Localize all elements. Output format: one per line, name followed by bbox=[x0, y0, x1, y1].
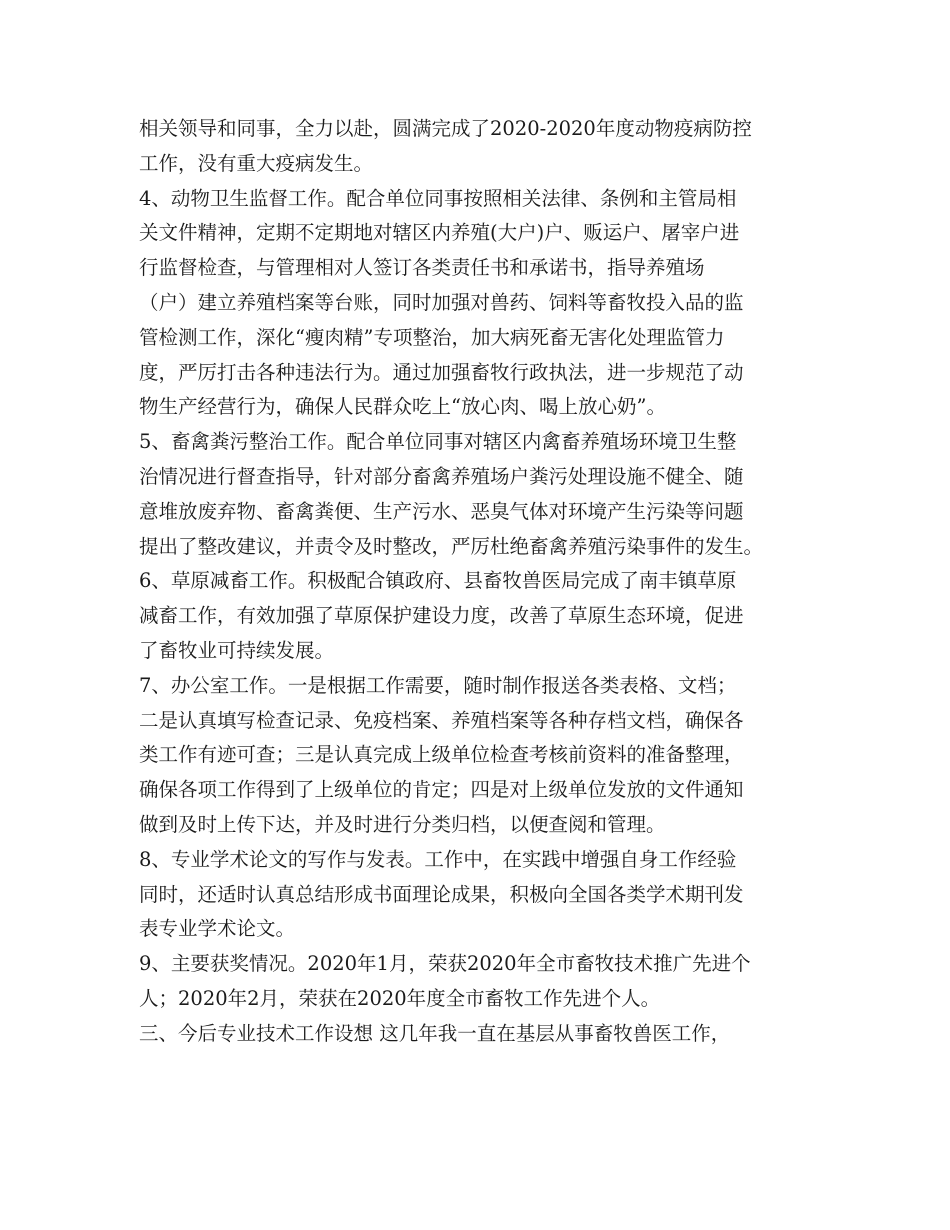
text-line: 人；2020年2月，荣获在2020年度全市畜牧工作先进个人。 bbox=[139, 986, 661, 1010]
text-line: 二是认真填写检查记录、免疫档案、养殖档案等各种存档文档，确保各 bbox=[139, 708, 744, 732]
text-line: 同时，还适时认真总结形成书面理论成果，积极向全国各类学术期刊发 bbox=[139, 882, 744, 906]
text-line: 三、今后专业技术工作设想 这几年我一直在基层从事畜牧兽医工作， bbox=[139, 1021, 731, 1045]
text-line: 表专业学术论文。 bbox=[139, 917, 296, 941]
text-line: 7、办公室工作。一是根据工作需要，随时制作报送各类表格、文档； bbox=[139, 673, 737, 697]
text-line: 关文件精神，定期不定期地对辖区内养殖(大户)户、贩运户、屠宰户进 bbox=[139, 221, 740, 245]
text-line: 减畜工作，有效加强了草原保护建设力度，改善了草原生态环境，促进 bbox=[139, 604, 744, 628]
text-line: 相关领导和同事，全力以赴，圆满完成了2020-2020年度动物疫病防控 bbox=[139, 117, 752, 140]
text-line: 5、畜禽粪污整治工作。配合单位同事对辖区内禽畜养殖场环境卫生整 bbox=[139, 430, 737, 454]
text-line: （户）建立养殖档案等台账，同时加强对兽药、饲料等畜牧投入品的监 bbox=[139, 290, 744, 314]
text-line: 治情况进行督查指导，针对部分畜禽养殖场户粪污处理设施不健全、随 bbox=[139, 464, 744, 488]
text-line: 物生产经营行为，确保人民群众吃上“放心肉、喝上放心奶”。 bbox=[139, 395, 666, 419]
text-line: 行监督检查，与管理相对人签订各类责任书和承诺书，指导养殖场 bbox=[139, 256, 705, 280]
text-line: 做到及时上传下达，并及时进行分类归档，以便查阅和管理。 bbox=[139, 812, 666, 836]
text-line: 8、专业学术论文的写作与发表。工作中，在实践中增强自身工作经验 bbox=[139, 847, 737, 871]
text-line: 意堆放废弃物、畜禽粪便、生产污水、恶臭气体对环境产生污染等问题 bbox=[139, 499, 744, 523]
text-line: 确保各项工作得到了上级单位的肯定；四是对上级单位发放的文件通知 bbox=[139, 778, 744, 802]
text-line: 类工作有迹可查；三是认真完成上级单位检查考核前资料的准备整理， bbox=[139, 743, 744, 767]
text-line: 了畜牧业可持续发展。 bbox=[139, 638, 335, 662]
text-line: 度，严厉打击各种违法行为。通过加强畜牧行政执法，进一步规范了动 bbox=[139, 360, 744, 384]
text-line: 6、草原减畜工作。积极配合镇政府、县畜牧兽医局完成了南丰镇草原 bbox=[139, 569, 737, 593]
text-line: 工作，没有重大疫病发生。 bbox=[139, 151, 374, 175]
document-body bbox=[139, 112, 829, 1052]
text-line: 4、动物卫生监督工作。配合单位同事按照相关法律、条例和主管局相 bbox=[139, 186, 737, 210]
text-line: 9、主要获奖情况。2020年1月，荣获2020年全市畜牧技术推广先进个 bbox=[139, 952, 751, 976]
text-line: 管检测工作，深化“瘦肉精”专项整治，加大病死畜无害化处理监管力 bbox=[139, 325, 725, 349]
text-line: 提出了整改建议，并责令及时整改，严厉杜绝畜禽养殖污染事件的发生。 bbox=[139, 534, 764, 558]
